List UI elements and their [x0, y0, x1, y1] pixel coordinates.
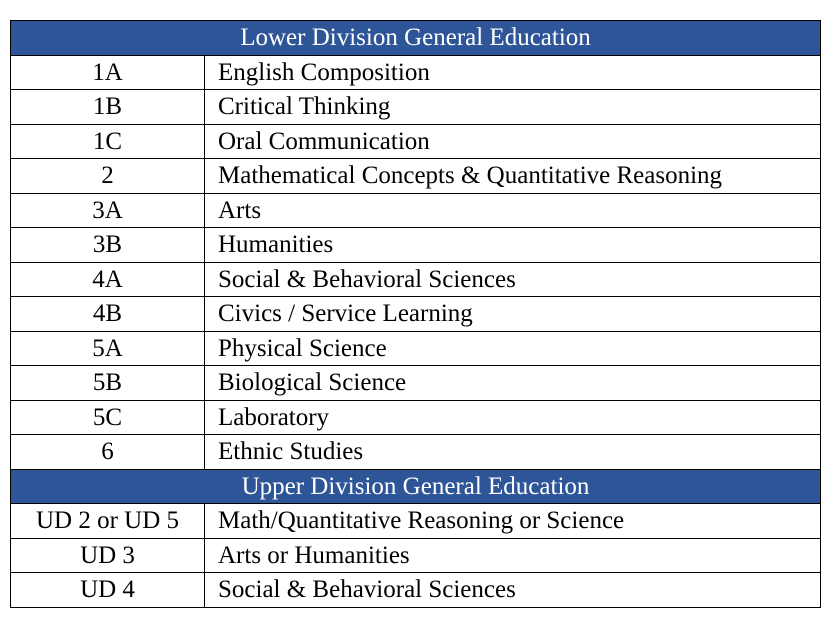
- table-row: [11, 55, 821, 90]
- table-row: [11, 538, 821, 573]
- area-code: 5B: [11, 366, 205, 401]
- area-name: Biological Science: [205, 366, 821, 401]
- lower-division-title: Lower Division General Education: [11, 21, 821, 56]
- table-row: [11, 573, 821, 608]
- table-row: [11, 228, 821, 263]
- table-row: [11, 435, 821, 470]
- section-header-row: [11, 21, 821, 56]
- area-name: Math/Quantitative Reasoning or Science: [205, 504, 821, 539]
- area-code: 1A: [11, 55, 205, 90]
- table-row: [11, 366, 821, 401]
- area-code: 1B: [11, 90, 205, 125]
- table-row: [11, 193, 821, 228]
- area-name: Physical Science: [205, 331, 821, 366]
- area-code: 4A: [11, 262, 205, 297]
- area-code: 2: [11, 159, 205, 194]
- area-code: 3B: [11, 228, 205, 263]
- area-name: Arts or Humanities: [205, 538, 821, 573]
- area-name: Social & Behavioral Sciences: [205, 573, 821, 608]
- area-name: Laboratory: [205, 400, 821, 435]
- area-code: UD 2 or UD 5: [11, 504, 205, 539]
- area-name: Mathematical Concepts & Quantitative Reasoning: [205, 159, 821, 194]
- area-code: UD 4: [11, 573, 205, 608]
- ge-requirements-table: [10, 20, 821, 608]
- table-row: [11, 297, 821, 332]
- area-code: UD 3: [11, 538, 205, 573]
- table-row: [11, 400, 821, 435]
- area-name: Social & Behavioral Sciences: [205, 262, 821, 297]
- area-code: 5A: [11, 331, 205, 366]
- table-row: [11, 90, 821, 125]
- area-name: Civics / Service Learning: [205, 297, 821, 332]
- area-code: 5C: [11, 400, 205, 435]
- section-header-row: [11, 469, 821, 504]
- area-name: Arts: [205, 193, 821, 228]
- table-row: [11, 331, 821, 366]
- area-code: 1C: [11, 124, 205, 159]
- table-row: [11, 159, 821, 194]
- upper-division-title: Upper Division General Education: [11, 469, 821, 504]
- area-name: Humanities: [205, 228, 821, 263]
- area-name: Oral Communication: [205, 124, 821, 159]
- table-row: [11, 504, 821, 539]
- table-row: [11, 262, 821, 297]
- area-code: 4B: [11, 297, 205, 332]
- area-code: 3A: [11, 193, 205, 228]
- area-name: Critical Thinking: [205, 90, 821, 125]
- area-name: Ethnic Studies: [205, 435, 821, 470]
- area-name: English Composition: [205, 55, 821, 90]
- table-row: [11, 124, 821, 159]
- area-code: 6: [11, 435, 205, 470]
